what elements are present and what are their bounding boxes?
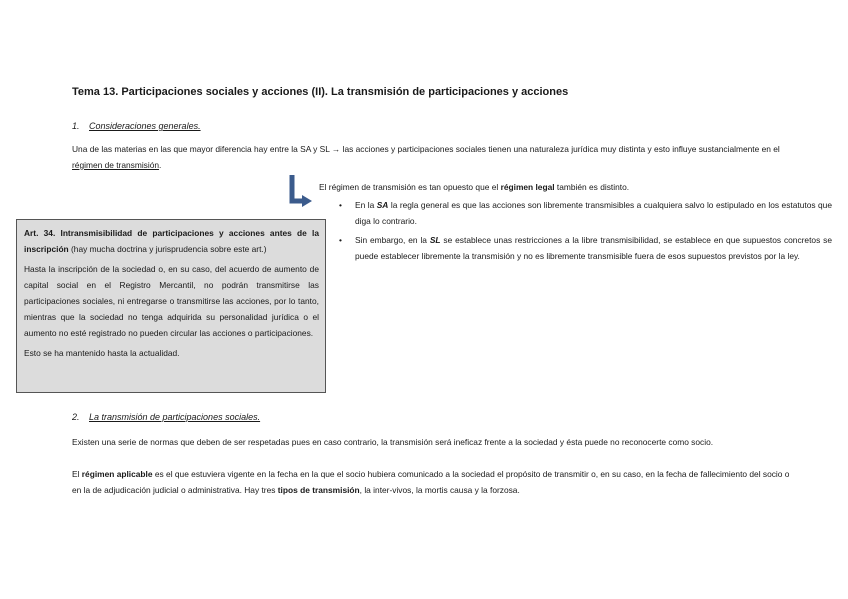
- applicable-paragraph: [72, 466, 792, 498]
- bullet-sa-em: SA: [376, 200, 389, 210]
- applicable-a: El: [72, 469, 82, 479]
- section-2-number: 2.: [72, 412, 80, 422]
- bullet-sl-em: SL: [429, 235, 441, 245]
- bullet-sa-b: la regla general es que las acciones son libremente transmisibles a cualquiera salvo lo estipulado en los estatutos que diga lo contrario.: [355, 200, 832, 226]
- article-34-heading-bold-1: Art. 34. Intransmisibilidad de participaciones y acciones antes de la: [24, 228, 319, 238]
- document-title: Tema 13. Participaciones sociales y acciones (II). La transmisión de participaciones y acciones: [72, 86, 569, 98]
- applicable-c: , la inter-vivos, la mortis causa y la forzosa.: [359, 485, 520, 495]
- bullet-sl-b: se establece unas restricciones a la libre transmisibilidad, se establece en que supuestos concretos se puede establecer libremente la transmisión y no es libremente transmisible fuera de esos supuestos previstos por la ley.: [355, 235, 832, 261]
- article-34-body: Hasta la inscripción de la sociedad o, en su caso, del acuerdo de aumento de capital social en el Registro Mercantil, no podrán transmitirse las participaciones sociales, ni entregarse o transmitirse las acciones, por lo tanto, mientras que la sociedad no tenga adquirida su personalidad jurídica o el aumento no esté registrado no pueden circular las acciones o participaciones.: [24, 264, 319, 338]
- intro-paragraph: [72, 141, 792, 173]
- applicable-bold-2: tipos de transmisión: [277, 485, 360, 495]
- article-34-heading: [24, 225, 319, 257]
- section-2-label: La transmisión de participaciones sociales.: [89, 412, 261, 422]
- article-34-heading-rest: (hay mucha doctrina y jurisprudencia sobre este art.): [68, 244, 267, 254]
- regime-lead-a: El régimen de transmisión es tan opuesto que el: [319, 182, 501, 192]
- bullet-sl: [319, 232, 832, 264]
- down-right-arrow-icon: [287, 173, 313, 209]
- section-1-label: Consideraciones generales.: [89, 121, 201, 131]
- regime-lead-b: también es distinto.: [554, 182, 630, 192]
- applicable-bold-1: régimen aplicable: [81, 469, 153, 479]
- intro-text-b: .: [159, 160, 162, 170]
- regime-bullet-list: [319, 197, 832, 264]
- bullet-icon: •: [339, 235, 342, 245]
- article-34-box: [16, 219, 326, 393]
- section-2-heading: [72, 412, 260, 422]
- bullet-sa: [319, 197, 832, 229]
- regime-lead-bold: régimen legal: [500, 182, 555, 192]
- applicable-b: es el que estuviera vigente en la fecha en la que el socio hubiera comunicado a la sociedad el propósito de transmitir o, en su caso, en la fecha de fallecimiento del socio o en la de adjudicación judicial o administrativa. Hay tres: [72, 469, 790, 495]
- regime-lead: [319, 179, 832, 195]
- intro-text-a: Una de las materias en las que mayor diferencia hay entre la SA y SL → las acciones y participaciones sociales tienen una naturaleza jurídica muy distinta y esto influye sustancialmente en el: [72, 144, 780, 154]
- regime-underlined-term: régimen de transmisión: [72, 160, 160, 170]
- section-1-heading: [72, 121, 201, 131]
- article-34-note: Esto se ha mantenido hasta la actualidad.: [24, 348, 180, 358]
- bullet-icon: •: [339, 200, 342, 210]
- regime-block: [319, 179, 832, 267]
- norms-paragraph: Existen una serie de normas que deben de ser respetadas pues en caso contrario, la transmisión será ineficaz frente a la sociedad y ésta puede no reconocerte como socio.: [72, 437, 714, 447]
- article-34-heading-bold-2: inscripción: [24, 244, 69, 254]
- section-1-number: 1.: [72, 121, 80, 131]
- bullet-sa-a: En la: [355, 200, 377, 210]
- bullet-sl-a: Sin embargo, en la: [355, 235, 430, 245]
